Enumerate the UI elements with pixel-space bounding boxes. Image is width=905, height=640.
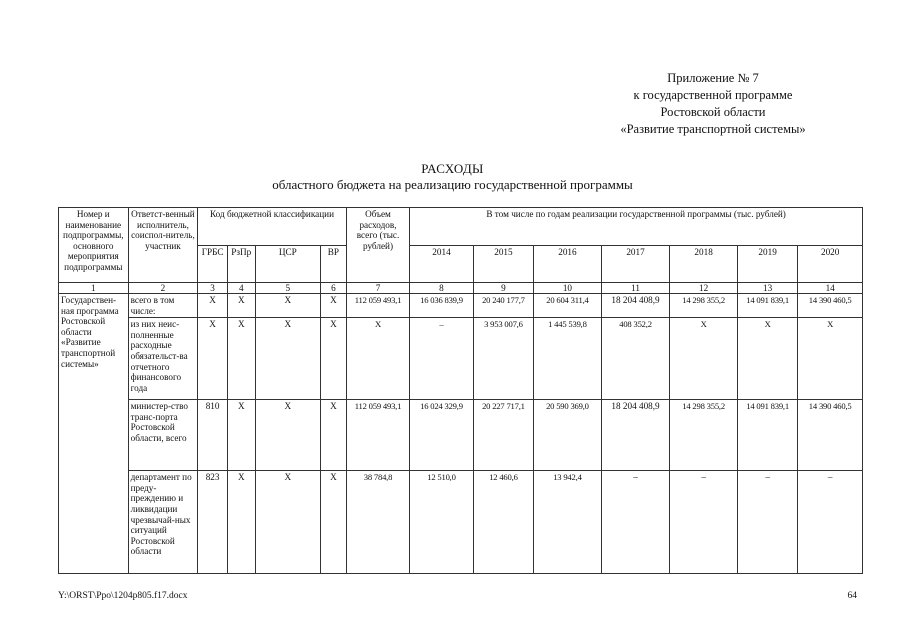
header-year: 2015	[473, 245, 533, 283]
year-cell: 14 298 355,2	[670, 294, 738, 318]
vr-cell: Х	[321, 400, 347, 471]
executor-cell: всего в том числе:	[128, 294, 198, 318]
csr-cell: Х	[255, 294, 321, 318]
table-row	[59, 471, 863, 574]
csr-cell: Х	[255, 471, 321, 574]
header-row-1	[59, 208, 863, 246]
expenses-table	[58, 207, 863, 574]
header-vr: ВР	[321, 245, 347, 283]
appendix-line-3: Ростовской области	[660, 105, 766, 119]
year-cell: 14 298 355,2	[670, 400, 738, 471]
appendix-line-4: «Развитие транспортной системы»	[620, 122, 806, 136]
header-name: Номер и наименование подпрограммы, основного мероприятия подпрограммы	[59, 208, 129, 283]
year-cell: Х	[737, 318, 797, 400]
column-number: 1	[59, 283, 129, 294]
year-cell: –	[798, 471, 863, 574]
year-cell: 20 590 369,0	[534, 400, 602, 471]
header-csr: ЦСР	[255, 245, 321, 283]
year-cell: 16 036 839,9	[410, 294, 473, 318]
rzpr-cell: Х	[227, 318, 255, 400]
csr-cell: Х	[255, 400, 321, 471]
year-cell: 408 352,2	[601, 318, 670, 400]
header-rzpr: РзПр	[227, 245, 255, 283]
grbs-cell: Х	[198, 318, 228, 400]
header-year: 2014	[410, 245, 473, 283]
column-number: 4	[227, 283, 255, 294]
year-cell: 3 953 007,6	[473, 318, 533, 400]
total-cell: 38 784,8	[346, 471, 409, 574]
header-grbs: ГРБС	[198, 245, 228, 283]
footer-file-path: Y:\ORST\Ppo\1204p805.f17.docx	[58, 591, 188, 601]
year-cell: –	[601, 471, 670, 574]
header-volume: Объем расходов, всего (тыс. рублей)	[346, 208, 409, 283]
page-number: 64	[847, 591, 857, 601]
document-subtitle: областного бюджета на реализацию государственной программы	[272, 177, 633, 192]
appendix-block	[583, 70, 843, 138]
column-number: 10	[534, 283, 602, 294]
total-cell: 112 059 493,1	[346, 400, 409, 471]
column-number: 14	[798, 283, 863, 294]
executor-cell: из них неис-полненные расходные обязательст-ва отчетного финансового года	[128, 318, 198, 400]
appendix-line-2: к государственной программе	[633, 88, 793, 102]
header-executor: Ответст-венный исполнитель, соиспол-нитель, участник	[128, 208, 198, 283]
year-cell: –	[670, 471, 738, 574]
year-cell: 20 240 177,7	[473, 294, 533, 318]
header-years: В том числе по годам реализации государственной программы (тыс. рублей)	[410, 208, 863, 246]
column-number: 12	[670, 283, 738, 294]
rzpr-cell: Х	[227, 471, 255, 574]
column-number: 8	[410, 283, 473, 294]
year-cell: 1 445 539,8	[534, 318, 602, 400]
year-cell: 14 390 460,5	[798, 294, 863, 318]
year-cell: –	[737, 471, 797, 574]
document-title: РАСХОДЫ	[421, 161, 484, 176]
header-year: 2019	[737, 245, 797, 283]
rzpr-cell: Х	[227, 294, 255, 318]
year-cell: 16 024 329,9	[410, 400, 473, 471]
column-number: 7	[346, 283, 409, 294]
year-cell: 14 390 460,5	[798, 400, 863, 471]
rzpr-cell: Х	[227, 400, 255, 471]
column-number: 9	[473, 283, 533, 294]
executor-cell: департамент по преду-преждению и ликвидации чрезвычай-ных ситуаций Ростовской области	[128, 471, 198, 574]
table-row	[59, 294, 863, 318]
header-year: 2016	[534, 245, 602, 283]
year-cell: 20 604 311,4	[534, 294, 602, 318]
year-cell: 14 091 839,1	[737, 294, 797, 318]
csr-cell: Х	[255, 318, 321, 400]
vr-cell: Х	[321, 318, 347, 400]
program-name: Государствен-ная программа Ростовской области «Развитие транспортной системы»	[59, 294, 129, 574]
column-number-row	[59, 283, 863, 294]
column-number: 13	[737, 283, 797, 294]
header-budget-code: Код бюджетной классификации	[198, 208, 347, 246]
total-cell: 112 059 493,1	[346, 294, 409, 318]
column-number: 3	[198, 283, 228, 294]
column-number: 11	[601, 283, 670, 294]
year-cell: –	[410, 318, 473, 400]
total-cell: Х	[346, 318, 409, 400]
executor-cell: министер-ство транс-порта Ростовской области, всего	[128, 400, 198, 471]
table-row	[59, 318, 863, 400]
column-number: 6	[321, 283, 347, 294]
header-year: 2020	[798, 245, 863, 283]
grbs-cell: Х	[198, 294, 228, 318]
year-cell: 14 091 839,1	[737, 400, 797, 471]
year-cell: 13 942,4	[534, 471, 602, 574]
header-year: 2018	[670, 245, 738, 283]
year-cell: Х	[670, 318, 738, 400]
year-cell: 18 204 408,9	[601, 400, 670, 471]
year-cell: 12 510,0	[410, 471, 473, 574]
vr-cell: Х	[321, 471, 347, 574]
vr-cell: Х	[321, 294, 347, 318]
appendix-line-1: Приложение № 7	[667, 71, 759, 85]
year-cell: 12 460,6	[473, 471, 533, 574]
column-number: 5	[255, 283, 321, 294]
year-cell: 18 204 408,9	[601, 294, 670, 318]
header-year: 2017	[601, 245, 670, 283]
column-number: 2	[128, 283, 198, 294]
table-row	[59, 400, 863, 471]
year-cell: 20 227 717,1	[473, 400, 533, 471]
grbs-cell: 810	[198, 400, 228, 471]
year-cell: Х	[798, 318, 863, 400]
grbs-cell: 823	[198, 471, 228, 574]
